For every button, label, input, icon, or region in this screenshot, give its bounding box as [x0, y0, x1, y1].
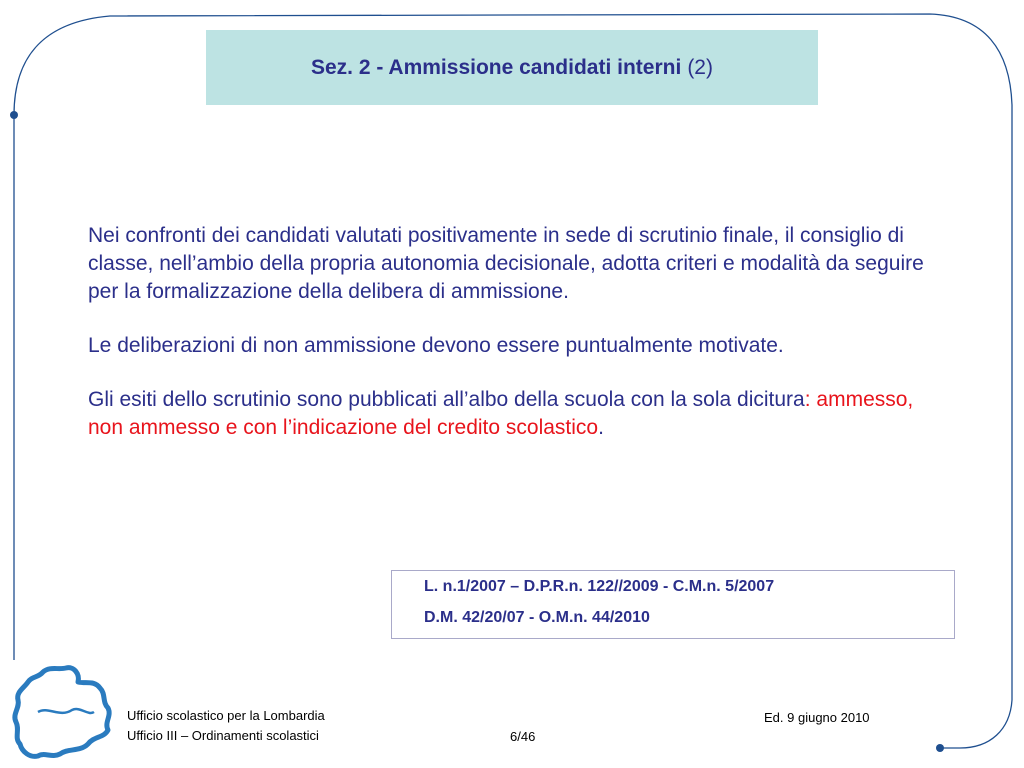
paragraph-1: Nei confronti dei candidati valutati positivamente in sede di scrutinio finale, il consiglio di classe, nell’ambio della propria autonomia decisionale, adotta criteri e modalità da seguire per la formalizzazione della delibera di ammissione.	[88, 224, 924, 303]
paragraph-3-colon: :	[804, 388, 811, 411]
paragraph-3-lead: Gli esiti dello scrutinio sono pubblicati all’albo della scuola con la sola dicitura	[88, 388, 805, 411]
reference-line: L. n.1/2007 – D.P.R.n. 122//2009 - C.M.n. 5/2007	[424, 578, 775, 595]
slide-title	[206, 30, 818, 105]
slide-title-main: Sez. 2 - Ammissione candidati interni	[311, 55, 682, 79]
footer-office-line-1: Ufficio scolastico per la Lombardia	[127, 708, 325, 723]
slide-title-number: (2)	[687, 55, 713, 79]
paragraph-3-highlight: ammesso, non ammesso e con l’indicazione del credito scolastico	[88, 388, 914, 439]
legal-references-box	[391, 570, 955, 639]
lombardia-region-logo-icon	[8, 662, 118, 762]
paragraph-3-end: .	[598, 416, 604, 439]
footer-office	[127, 706, 325, 746]
edition-date: Ed. 9 giugno 2010	[764, 710, 870, 725]
paragraph-3	[88, 386, 948, 442]
paragraph-2: Le deliberazioni di non ammissione devono essere puntualmente motivate.	[88, 334, 784, 357]
reference-line: D.M. 42/20/07 - O.M.n. 44/2010	[424, 609, 650, 626]
slide-body	[88, 222, 948, 468]
page-number: 6/46	[510, 729, 536, 744]
footer-office-line-2: Ufficio III – Ordinamenti scolastici	[127, 728, 319, 743]
